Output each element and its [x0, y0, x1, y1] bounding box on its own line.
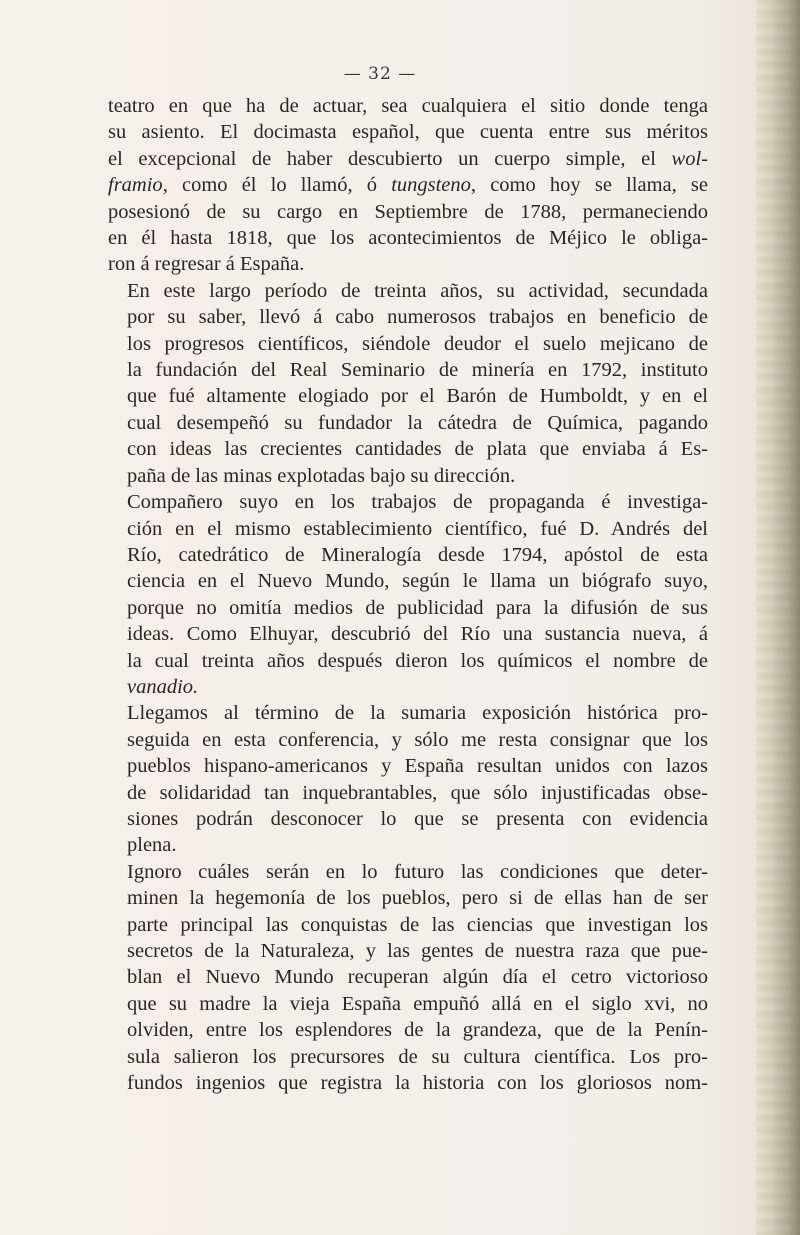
paragraph-5	[108, 859, 708, 1097]
text-line: que su madre la vieja España empuñó allá en el siglo xvi, no	[127, 992, 708, 1015]
text-line: la fundación del Real Seminario de minería en 1792, instituto	[127, 359, 708, 382]
text-line: olviden, entre los esplendores de la grandeza, que de la Penín-	[127, 1019, 708, 1042]
text-line: que fué altamente elogiado por el Barón de Humboldt, y en el	[127, 385, 708, 408]
text-line: En este largo período de treinta años, su actividad, secundada	[127, 279, 708, 302]
paragraph-4	[108, 700, 708, 858]
text-line: parte principal las conquistas de las ciencias que investigan los	[127, 913, 708, 936]
text-line: ron á regresar á España.	[108, 253, 305, 276]
text-line: ción en el mismo establecimiento científico, fué D. Andrés del	[127, 517, 708, 540]
italic-term: vanadio.	[127, 675, 199, 698]
text-line: Río, catedrático de Mineralogía desde 1794, apóstol de esta	[127, 543, 708, 566]
text-line: por su saber, llevó á cabo numerosos trabajos en beneficio de	[127, 306, 708, 329]
text-line: teatro en que ha de actuar, sea cualquiera el sitio donde tenga	[108, 95, 708, 117]
text-line: posesionó de su cargo en Septiembre de 1788, permaneciendo	[108, 200, 708, 223]
text-line: siones podrán desconocer lo que se presenta con evidencia	[127, 807, 708, 830]
text-line: de solidaridad tan inquebrantables, que sólo injustificadas obse-	[127, 781, 708, 804]
text-line: paña de las minas explotadas bajo su dirección.	[127, 464, 516, 487]
text-line: secretos de la Naturaleza, y las gentes de nuestra raza que pue-	[127, 940, 708, 962]
text-line: su asiento. El docimasta español, que cuenta entre sus méritos	[108, 121, 708, 144]
text-line: ideas. Como Elhuyar, descubrió del Río una sustancia nueva, á	[127, 623, 708, 646]
text-line: el excepcional de haber descubierto un cuerpo simple, el wol-	[108, 147, 708, 170]
text-line: Llegamos al término de la sumaria exposición histórica pro-	[127, 702, 708, 725]
italic-term: framio	[108, 174, 163, 197]
body-text	[108, 93, 708, 1096]
text-line: en él hasta 1818, que los acontecimientos de Méjico le obliga-	[108, 227, 708, 250]
text-line: framio, como él lo llamó, ó tungsteno, como hoy se llama, se	[108, 174, 708, 197]
text-line: blan el Nuevo Mundo recuperan algún día el cetro victorioso	[127, 966, 708, 989]
paragraph-1	[108, 93, 708, 278]
italic-term: wol-	[671, 147, 708, 170]
text-line: minen la hegemonía de los pueblos, pero si de ellas han de ser	[127, 887, 708, 910]
text-line: la cual treinta años después dieron los químicos el nombre de	[127, 649, 708, 672]
text-line: pueblos hispano-americanos y España resultan unidos con lazos	[127, 755, 708, 778]
page-number: — 32 —	[343, 64, 417, 84]
text-line: los progresos científicos, siéndole deudor el suelo mejicano de	[127, 332, 708, 355]
text-line: cual desempeñó su fundador la cátedra de Química, pagando	[127, 411, 708, 434]
text-line: seguida en esta conferencia, y sólo me resta consignar que los	[127, 728, 708, 751]
text-line: con ideas las crecientes cantidades de plata que enviaba á Es-	[127, 438, 708, 461]
text-line: Compañero suyo en los trabajos de propaganda é investiga-	[127, 491, 708, 514]
text-line: Ignoro cuáles serán en lo futuro las condiciones que deter-	[127, 860, 708, 883]
text-line: ciencia en el Nuevo Mundo, según le llama un biógrafo suyo,	[127, 570, 708, 593]
text-line: porque no omitía medios de publicidad para la difusión de sus	[127, 596, 708, 619]
paragraph-2	[108, 278, 708, 489]
page-edge	[756, 0, 800, 1235]
text-line: plena.	[127, 834, 177, 857]
text-line: sula salieron los precursores de su cultura científica. Los pro-	[127, 1045, 708, 1068]
italic-term: tungsteno	[391, 174, 471, 197]
text-line: fundos ingenios que registra la historia con los gloriosos nom-	[127, 1072, 708, 1095]
paragraph-3	[108, 489, 708, 700]
text-line	[108, 674, 708, 700]
